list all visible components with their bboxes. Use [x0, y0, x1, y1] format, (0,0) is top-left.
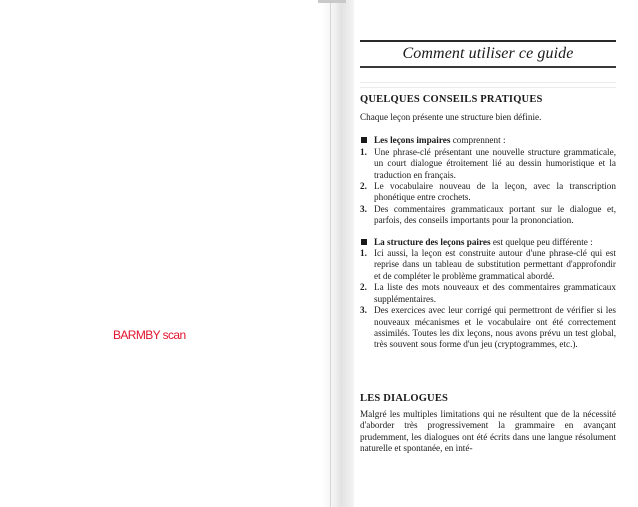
header-rule-bottom — [360, 66, 616, 68]
list-item — [360, 147, 616, 181]
intro-paragraph: Chaque leçon présente une structure bien définie. — [360, 112, 542, 122]
even-lessons-bold: La structure des leçons paires — [374, 236, 491, 247]
item-number: 2. — [360, 181, 367, 192]
page-header: Comment utiliser ce guide — [402, 45, 574, 62]
list-item — [360, 305, 616, 351]
odd-lessons-list — [360, 147, 616, 227]
even-lessons-list — [360, 248, 616, 351]
item-number: 1. — [360, 146, 367, 157]
list-item — [360, 181, 616, 204]
odd-lessons-rest: comprennent : — [450, 135, 506, 146]
list-item — [360, 204, 616, 227]
book-gutter — [322, 0, 354, 507]
section-title-dialogues: LES DIALOGUES — [360, 392, 449, 404]
dialogues-paragraph: Malgré les multiples limitations qui ne résultent que de la nécessité d'aborder très progressivement la grammaire en avançant prudemment, les dialogues ont été écrits dans une langue résolument naturelle et spontanée, en inté- — [360, 408, 616, 453]
square-bullet-icon — [361, 239, 367, 245]
item-text: La liste des mots nouveaux et des commentaires grammaticaux supplémentaires. — [374, 282, 616, 304]
even-lessons-section — [360, 237, 616, 351]
scan-smudge — [318, 0, 346, 3]
odd-lessons-intro — [360, 135, 616, 146]
item-number: 2. — [360, 282, 367, 293]
odd-lessons-bold: Les leçons impaires — [374, 135, 451, 146]
item-text: Une phrase-clé présentant une nouvelle structure grammaticale, un court dialogue étroitement lié au dessin humoristique et la traduction en français. — [374, 146, 616, 180]
list-item — [360, 282, 616, 305]
bleed-through-lines — [360, 78, 616, 90]
even-lessons-intro — [360, 237, 616, 248]
item-number: 3. — [360, 305, 367, 316]
item-text: Des exercices avec leur corrigé qui permettront de vérifier si les nouveaux mécanismes et le vocabulaire ont été correctement assimilés. Toutes les dix leçons, nous avons prévu un test global, très souvent sous forme d'un jeu (cryptogrammes, etc.). — [374, 305, 616, 350]
item-number: 1. — [360, 248, 367, 259]
item-text: Ici aussi, la leçon est construite autour d'une phrase-clé qui est reprise dans un tableau de substitution permettant d'approfondir et de compléter le problème grammatical abordé. — [374, 248, 616, 281]
even-lessons-rest: est quelque peu différente : — [490, 236, 593, 247]
scan-label: BARMBY scan — [113, 328, 186, 342]
square-bullet-icon — [361, 137, 367, 143]
odd-lessons-section — [360, 135, 616, 226]
section-title-conseils: QUELQUES CONSEILS PRATIQUES — [360, 94, 543, 105]
item-text: Le vocabulaire nouveau de la leçon, avec la transcription phonétique entre crochets. — [374, 181, 616, 203]
item-text: Des commentaires grammaticaux portant sur le dialogue et, parfois, des conseils importants pour la prononciation. — [374, 203, 616, 226]
right-page — [360, 40, 616, 454]
list-item — [360, 248, 616, 282]
gutter-fold-line — [330, 0, 331, 507]
header-rule-top — [360, 40, 616, 42]
item-number: 3. — [360, 203, 367, 214]
